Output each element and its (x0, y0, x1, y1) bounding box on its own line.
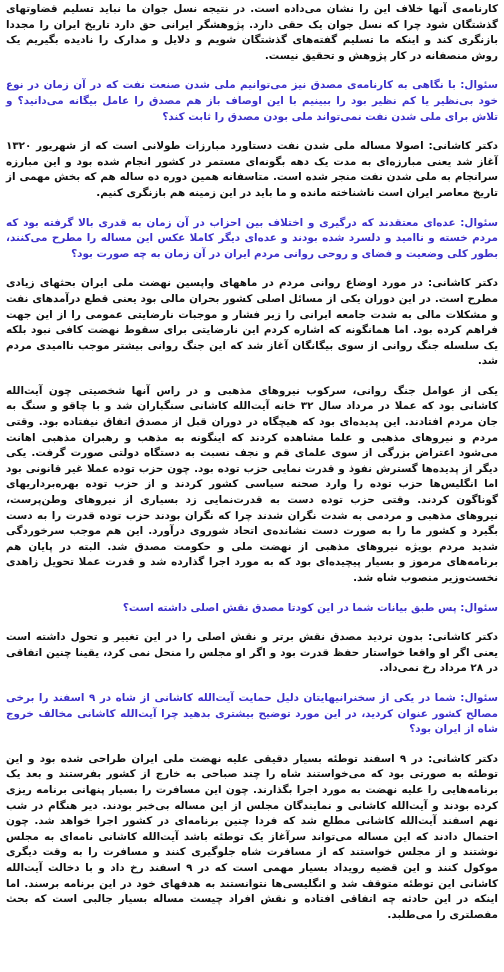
answer-paragraph (6, 630, 498, 677)
intro-paragraph (6, 2, 498, 64)
question-text: عده‌ای معتقدند که درگیری و اختلاف بین احزاب در آن زمان به قدری بالا گرفته بود که مردم خسته و ناامید و دلسرد شده بودند و عده‌ای دیگر کاملا عکس این مساله را مطرح می‌کنند، بطور کلی وضعیت و فضای و روحی روانی مردم ایران در آن زمان به چه صورت بود؟ (6, 216, 498, 260)
question-paragraph (6, 78, 498, 125)
question-text: پس طبق بیانات شما در این کودتا مصدق نقش اصلی داشته است؟ (122, 601, 457, 614)
question-paragraph (6, 691, 498, 738)
answer-text: در ۹ اسفند توطئه بسیار دقیقی علیه نهضت ملی ایران طراحی شده بود و این توطئه به صورتی بود که می‌خواستند شاه را چند صباحی به خارج از کشور بفرستند و بعد یک برنامه‌هایی را علیه نهضت به مورد اجرا بگذارند. چون این مسافرت را بسیار پنهانی برنامه ریزی کرده بودند و آیت‌الله کاشانی و نمایندگان مجلس از این مساله بی‌خبر بودند. دیر هنگام در شب نهم اسفند آیت‌الله کاشانی مطلع شد که فردا چنین برنامه‌ای در کشور اجرا خواهد شد. چون احتمال دادند که این مساله می‌تواند سرآغاز یک توطئه باشد آیت‌الله کاشانی نامه‌ای به مجلس نوشتند و از مجلس خواستند که از مسافرت شاه جلوگیری کنند و مسافرت را به وقت دیگری موکول کنند و این قضیه رویداد بسیار مهمی است که در ۹ اسفند رخ داد و با دخالت آیت‌الله کاشانی این توطئه متوقف شد و انگلیسی‌ها نتوانستند به هدفهای خود در این برنامه برسند. اما اینکه در این حادثه چه اتفاقی افتاده و نقش افراد چیست مساله بسیار جالبی است که بحث مفصلتری را می‌طلبد. (6, 752, 498, 921)
answer-text: در مورد اوضاع روانی مردم در ماههای واپسین نهضت ملی ایران بحثهای زیادی مطرح است. در این دوران یکی از مسائل اصلی کشور بحران مالی بود یعنی قطع درآمدهای نفت و مشکلات مالی به شدت جامعه ایرانی را زیر فشار و موجبات نارضایتی عمومی را از این جهت فراهم کرده بود. اما همانگونه که اشاره کردم این نارضایتی برای سقوط نهضت کافی نبود بلکه یک سلسله جنگ روانی از سوی بیگانگان آغاز شد که این جنگ روانی بیشتر موجب ناامیدی مردم شد. (6, 277, 498, 368)
question-speaker-label: سئوال: (460, 691, 499, 704)
paragraph-text: کارنامه‌ی آنها خلاف این را نشان می‌داده است. در نتیجه نسل جوان ما نباید تسلیم قضاوتهای گذشتگان شود چرا که نسل جوان یک حقی دارد. پژوهشگر ایرانی حق دارد تاریخ ایران را مجددا بازنگری کند و اینکه ما تسلیم گفته‌های گذشتگان شویم و دلایل و مدارک را نادیده بگیریم یک روش منصفانه در کار پژوهش و تحقیق نیست. (6, 3, 498, 62)
answer-paragraph (6, 752, 498, 924)
question-speaker-label: سئوال: (460, 79, 498, 92)
question-speaker-label: سئوال: (460, 216, 498, 229)
question-text: شما در یکی از سخنرانیهایتان دلیل حمایت آیت‌الله کاشانی از شاه در ۹ اسفند را برخی مصالح کشور عنوان کردید، در این مورد توضیح بیشتری بدهید چرا آیت‌الله کاشانی مخالف خروج شاه از ایران بود؟ (6, 691, 498, 736)
question-paragraph (6, 601, 498, 617)
answer-speaker-label: دکتر کاشانی: (428, 140, 498, 153)
answer-speaker-label: دکتر کاشانی: (428, 277, 498, 290)
question-text: با نگاهی به کارنامه‌ی مصدق نیز می‌توانیم ملی شدن صنعت نفت که در آن زمان در نوع خود بی‌نظیر یا کم نظیر بود را ببینیم با این اوصاف باز هم مصدق را عامل بیگانه می‌دانید؟ و تلاش برای ملی شدن نفت نمی‌تواند ملی بودن مصدق را ثابت کند؟ (6, 79, 498, 123)
article-page (6, 2, 498, 937)
body-paragraph (6, 384, 498, 587)
question-speaker-label: سئوال: (460, 601, 498, 614)
answer-text: بدون تردید مصدق نقش برتر و نقش اصلی را در این تغییر و تحول داشته است یعنی اگر او واقعا خواستار حفظ قدرت بود و اگر او مجلس را منحل نمی کرد، یقینا چنین اتفاقی در ۲۸ مرداد رخ نمی‌داد. (6, 631, 498, 675)
answer-speaker-label: دکتر کاشانی: (428, 631, 498, 644)
question-paragraph (6, 216, 498, 263)
answer-text: اصولا مساله ملی شدن نفت دستاورد مبارزات طولانی است که از شهریور ۱۳۲۰ آغاز شد یعنی مبارزه‌ای به مدت یک دهه بگونه‌ای مستمر در کشور انجام شده بود و این مبارزه سرانجام به ملی شدن نفت منجر شده است. متاسفانه همین دوره ده ساله هم که بخش مهمی از تاریخ معاصر ایران است ناشناخته مانده و ما باید در این زمینه هم بازنگری کنیم. (6, 140, 498, 199)
answer-speaker-label: دکتر کاشانی: (428, 752, 499, 765)
answer-paragraph (6, 276, 498, 370)
paragraph-text: یکی از عوامل جنگ روانی، سرکوب نیروهای مذهبی و در راس آنها شخصیتی چون آیت‌الله کاشانی بود که عملا در مرداد سال ۳۲ خانه آیت‌الله کاشانی سنگباران شد و با چاقو و سنگ به جان مردم افتادند. این پدیده‌ای بود که هیچگاه در دوران قبل از مصدق اتفاق نیفتاده بود. وقتی مردم و نیروهای مذهبی و علما مشاهده کردند که اینگونه به مذهب و رهبران مذهبی اهانت می‌شود اعتراض بزرگی از سوی علمای قم و نجف نسبت به دستگاه دولتی صورت گرفت. یکی دیگر از پدیده‌ها گسترش نفوذ و قدرت نمایی حزب توده بود. چون حزب توده عملا غیر قانونی بود اما انگلیس‌ها حزب توده را وارد صحنه سیاسی کشور کردند و از حزب توده بهره‌برداریهای گوناگون کردند. وقتی حزب توده دست به قدرت‌نمایی زد بسیاری از نیروهای وطن‌پرست، نیروهای مذهبی و مردمی به شدت نگران شدند چرا که نگران بودند حزب توده قدرت را به دست بگیرد و کشور ما را به صورت دست نشانده‌ی اتحاد شوروی درآورد. این هم موجب سرخوردگی شدید مردم بویژه نیروهای مذهبی از نهضت ملی و حکومت مصدق شد. البته در پایان هم برنامه‌های مرموز و بسیار پیچیده‌ای بود که به مورد اجرا گذارده شد و قدرت عملا تحویل زاهدی نخست‌وزیر منصوب شاه شد. (6, 384, 498, 584)
answer-paragraph (6, 139, 498, 201)
